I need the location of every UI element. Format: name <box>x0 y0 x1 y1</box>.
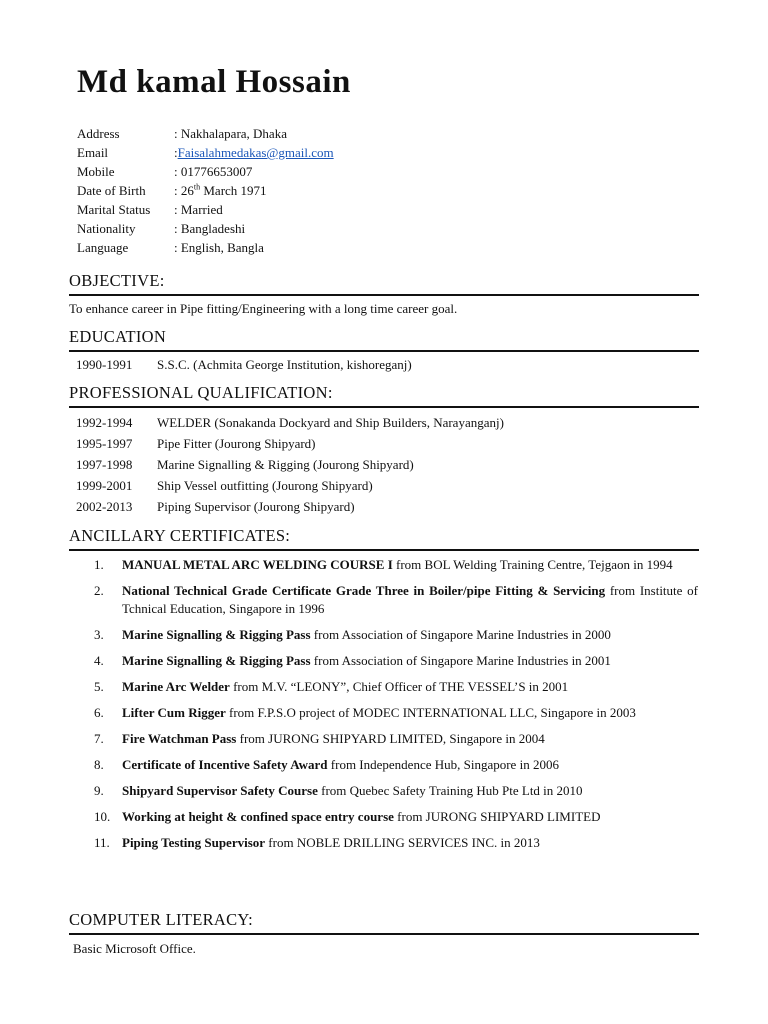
certificate-issuer: from Independence Hub, Singapore in 2006 <box>327 757 559 772</box>
certificate-issuer: from Association of Singapore Marine Industries in 2000 <box>310 627 611 642</box>
certificate-title: MANUAL METAL ARC WELDING COURSE I <box>122 557 393 572</box>
certificate-issuer: from F.P.S.O project of MODEC INTERNATIONAL LLC, Singapore in 2003 <box>225 705 636 720</box>
certificate-issuer: from BOL Welding Training Centre, Tejgaon in 1994 <box>392 557 673 572</box>
certificate-number: 9. <box>94 783 104 798</box>
education-item <box>76 357 412 373</box>
email-link[interactable]: Faisalahmedakas@gmail.com <box>177 145 334 160</box>
qualification-heading: PROFESSIONAL QUALIFICATION: <box>69 383 699 408</box>
certificate-item <box>94 556 698 574</box>
candidate-name: Md kamal Hossain <box>77 64 351 100</box>
marital-value: : Married <box>174 202 223 217</box>
certificate-title: Marine Arc Welder <box>122 679 230 694</box>
mobile-value: : 01776653007 <box>174 164 253 179</box>
qualification-item <box>76 415 504 431</box>
qualification-item <box>76 436 316 452</box>
certificate-text <box>122 782 698 800</box>
dob-day: : 26 <box>174 183 194 198</box>
language-label: Language <box>77 240 129 255</box>
certificate-number: 4. <box>94 653 104 668</box>
certificate-item <box>94 582 698 618</box>
certificate-item <box>94 704 698 722</box>
certificate-item <box>94 782 698 800</box>
computer-heading: COMPUTER LITERACY: <box>69 910 699 935</box>
certificate-item <box>94 626 698 644</box>
nationality-row <box>77 219 334 238</box>
education-text: S.S.C. (Achmita George Institution, kishoreganj) <box>157 357 412 372</box>
dob-label: Date of Birth <box>77 183 146 198</box>
certificate-item <box>94 808 698 826</box>
certificate-number: 7. <box>94 731 104 746</box>
nationality-label: Nationality <box>77 221 136 236</box>
certificate-issuer: from Quebec Safety Training Hub Pte Ltd in 2010 <box>317 783 583 798</box>
mobile-label: Mobile <box>77 164 115 179</box>
certificate-issuer: from Association of Singapore Marine Industries in 2001 <box>310 653 611 668</box>
computer-text: Basic Microsoft Office. <box>73 941 196 956</box>
certificates-list <box>94 556 698 860</box>
qualification-years: 2002-2013 <box>76 499 133 514</box>
certificate-title: Lifter Cum Rigger <box>122 705 226 720</box>
certificate-item <box>94 678 698 696</box>
certificate-title: Fire Watchman Pass <box>122 731 237 746</box>
marital-label: Marital Status <box>77 202 151 217</box>
address-row <box>77 124 334 143</box>
objective-heading: OBJECTIVE: <box>69 271 699 296</box>
qualification-text: Marine Signalling & Rigging (Jourong Shipyard) <box>157 457 414 472</box>
certificate-item <box>94 652 698 670</box>
certificate-text <box>122 626 698 644</box>
certificate-item <box>94 756 698 774</box>
qualification-years: 1997-1998 <box>76 457 133 472</box>
dob-ordinal: th <box>193 182 201 192</box>
qualification-item <box>76 478 373 494</box>
qualification-item <box>76 457 414 473</box>
address-label: Address <box>77 126 120 141</box>
certificate-title: Marine Signalling & Rigging Pass <box>122 653 311 668</box>
certificate-number: 10. <box>94 809 111 824</box>
certificate-title: Certificate of Incentive Safety Award <box>122 757 328 772</box>
certificate-title: Marine Signalling & Rigging Pass <box>122 627 311 642</box>
certificate-text <box>122 756 698 774</box>
qualification-text: Ship Vessel outfitting (Jourong Shipyard) <box>157 478 373 493</box>
certificate-issuer: from Institute of Tchnical Education, Singapore in 1996 <box>122 583 698 616</box>
dob-value <box>174 181 267 200</box>
dob-month-year: March 1971 <box>200 183 267 198</box>
certificate-issuer: from JURONG SHIPYARD LIMITED <box>393 809 601 824</box>
certificate-text <box>122 730 698 748</box>
certificate-number: 2. <box>94 583 104 598</box>
certificate-text <box>122 556 698 574</box>
certificate-title: National Technical Grade Certificate Grade Three in Boiler/pipe Fitting & Servicing <box>122 583 606 598</box>
qualification-text: Piping Supervisor (Jourong Shipyard) <box>157 499 355 514</box>
certificate-text <box>122 678 698 696</box>
certificate-number: 11. <box>94 835 110 850</box>
certificate-text <box>122 704 698 722</box>
qualification-years: 1999-2001 <box>76 478 133 493</box>
qualification-years: 1995-1997 <box>76 436 133 451</box>
education-years: 1990-1991 <box>76 357 133 372</box>
certificate-number: 1. <box>94 557 104 572</box>
certificate-text <box>122 582 698 618</box>
certificate-text <box>122 834 698 852</box>
qualification-years: 1992-1994 <box>76 415 133 430</box>
certificate-number: 5. <box>94 679 104 694</box>
education-heading: EDUCATION <box>69 327 699 352</box>
certificate-number: 8. <box>94 757 104 772</box>
email-label: Email <box>77 145 109 160</box>
certificate-text <box>122 652 698 670</box>
email-row <box>77 143 334 162</box>
certificate-item <box>94 730 698 748</box>
qualification-text: WELDER (Sonakanda Dockyard and Ship Builders, Narayanganj) <box>157 415 504 430</box>
qualification-item <box>76 499 355 515</box>
qualification-text: Pipe Fitter (Jourong Shipyard) <box>157 436 316 451</box>
certificate-number: 3. <box>94 627 104 642</box>
certificate-title: Working at height & confined space entry course <box>122 809 394 824</box>
language-value: : English, Bangla <box>174 240 264 255</box>
certificates-heading: ANCILLARY CERTIFICATES: <box>69 526 699 551</box>
nationality-value: : Bangladeshi <box>174 221 246 236</box>
certificate-issuer: from NOBLE DRILLING SERVICES INC. in 2013 <box>265 835 540 850</box>
objective-text: To enhance career in Pipe fitting/Engineering with a long time career goal. <box>69 301 458 316</box>
personal-info <box>77 124 334 257</box>
certificate-issuer: from JURONG SHIPYARD LIMITED, Singapore in 2004 <box>236 731 545 746</box>
dob-row <box>77 181 334 200</box>
certificate-title: Piping Testing Supervisor <box>122 835 266 850</box>
language-row <box>77 238 334 257</box>
certificate-issuer: from M.V. “LEONY”, Chief Officer of THE VESSEL’S in 2001 <box>229 679 569 694</box>
email-prefix: : <box>174 145 178 160</box>
marital-row <box>77 200 334 219</box>
certificate-title: Shipyard Supervisor Safety Course <box>122 783 318 798</box>
certificate-text <box>122 808 698 826</box>
certificate-number: 6. <box>94 705 104 720</box>
certificate-item <box>94 834 698 852</box>
mobile-row <box>77 162 334 181</box>
address-value: : Nakhalapara, Dhaka <box>174 126 287 141</box>
